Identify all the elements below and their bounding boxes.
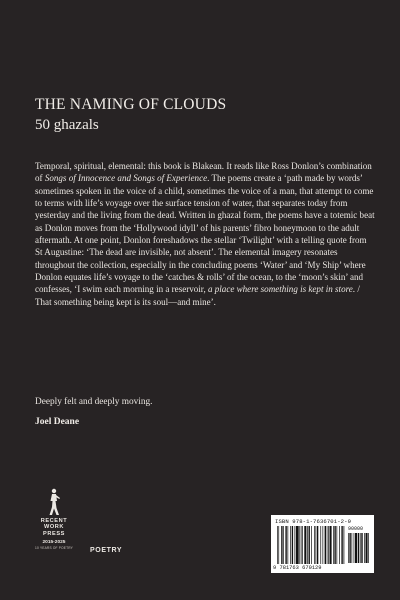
barcode-bar [344,526,345,564]
closing-line: Deeply felt and deeply moving. [35,397,153,407]
book-title: THE NAMING OF CLOUDS [35,96,227,113]
barcode-bar [334,526,335,564]
barcode-bar [323,526,324,564]
barcode-bar [295,526,296,564]
isbn-barcode [271,515,374,573]
barcode-addon-digits: 90000 [348,526,364,532]
blurb-text-c: . / That something being kept is its soul—and mine’. [35,284,360,307]
barcode-bar [301,526,302,564]
barcode-bar [307,526,308,564]
barcode-bar [339,526,340,564]
barcode-bar [360,533,361,563]
barcode-bar [316,526,317,564]
barcode-bar [355,533,357,563]
walking-figure-icon [44,488,64,516]
barcode-bar [337,526,338,564]
publisher-tagline: 10 YEARS OF POETRY [34,546,74,551]
blurb-text-b: . The poems create a ‘path made by words’ sometimes spoken in the voice of a child, sometimes the voice of a man, that attempt to come to terms with life’s voyage over the surface tension of water, that separates today from yesterday and the living from the dead. Written in ghazal form, the poems have a totemic beat as Donlon moves from the ‘Hollywood idyll’ of his parents’ fibro honeymoon to the adult aftermath. At one point, Donlon foreshadows the stellar ‘Twilight’ with a telling quote from St Augustine: ‘The dead are invisible, not absent’. The elemental imagery resonates throughout the collection, especially in the concluding poems ‘Water’ and ‘My Ship’ where Donlon equates life’s voyage to the ‘catches & rolls’ of the ocean, to the ‘moon’s skin’ and confesses, ‘I swim each morning in a reservoir, [35,173,375,295]
barcode-bar [366,533,368,563]
category-label: POETRY [90,547,123,554]
barcode-bar [364,533,365,563]
isbn-label: ISBN 978-1-7636701-2-9 [275,518,352,525]
barcode-bar [302,526,303,564]
barcode-bar [349,533,350,563]
barcode-bar [281,526,282,564]
barcode-bar [283,526,284,564]
publisher-name [32,518,76,537]
barcode-bar [299,526,300,564]
barcode-bar [368,533,369,563]
barcode-bar [348,533,349,563]
barcode-bar [317,526,318,564]
barcode-bar [361,533,362,563]
barcode-bar [292,526,293,564]
barcode-bar [296,526,299,564]
book-subtitle: 50 ghazals [35,117,99,133]
barcode-bar [320,526,321,564]
blurb-text-a: Temporal, spiritual, elemental: this book is Blakean. It reads like Ross Donlon’s combination of [35,161,372,184]
blurb-italic-2: a place where something is kept in store [207,284,353,295]
barcode-bar [325,526,326,564]
barcode-bar [285,526,286,564]
barcode-bar [341,526,342,564]
barcode-bar [290,526,291,564]
barcode-bar [304,526,306,564]
barcode-bar [358,533,359,563]
barcode-bar [278,526,279,564]
barcode-bar [288,526,289,564]
barcode-bar [327,526,328,564]
publisher-logo [32,488,76,550]
barcode-bar [311,526,312,564]
barcode-bar [309,526,310,564]
barcode-bar [328,526,329,564]
publisher-name-line3: PRESS [43,530,65,537]
publisher-name-line1: RECENT [40,518,68,524]
barcode-addon-bars [348,533,370,563]
barcode-bar [333,526,334,564]
barcode-bar [354,533,355,563]
publisher-years: 2015-2025 [42,540,66,546]
publisher-name-line2: WORK [43,524,65,531]
barcode-bar [277,526,278,564]
blurb-paragraph [35,160,375,308]
barcode-digits: 9 781763 670129 [273,565,322,571]
barcode-bar [314,526,315,564]
barcode-bar [352,533,353,563]
barcode-bars [277,526,345,564]
blurb-author: Joel Deane [35,417,80,427]
blurb-italic-1: Songs of Innocence and Songs of Experience [44,173,208,184]
barcode-bar [330,526,332,564]
